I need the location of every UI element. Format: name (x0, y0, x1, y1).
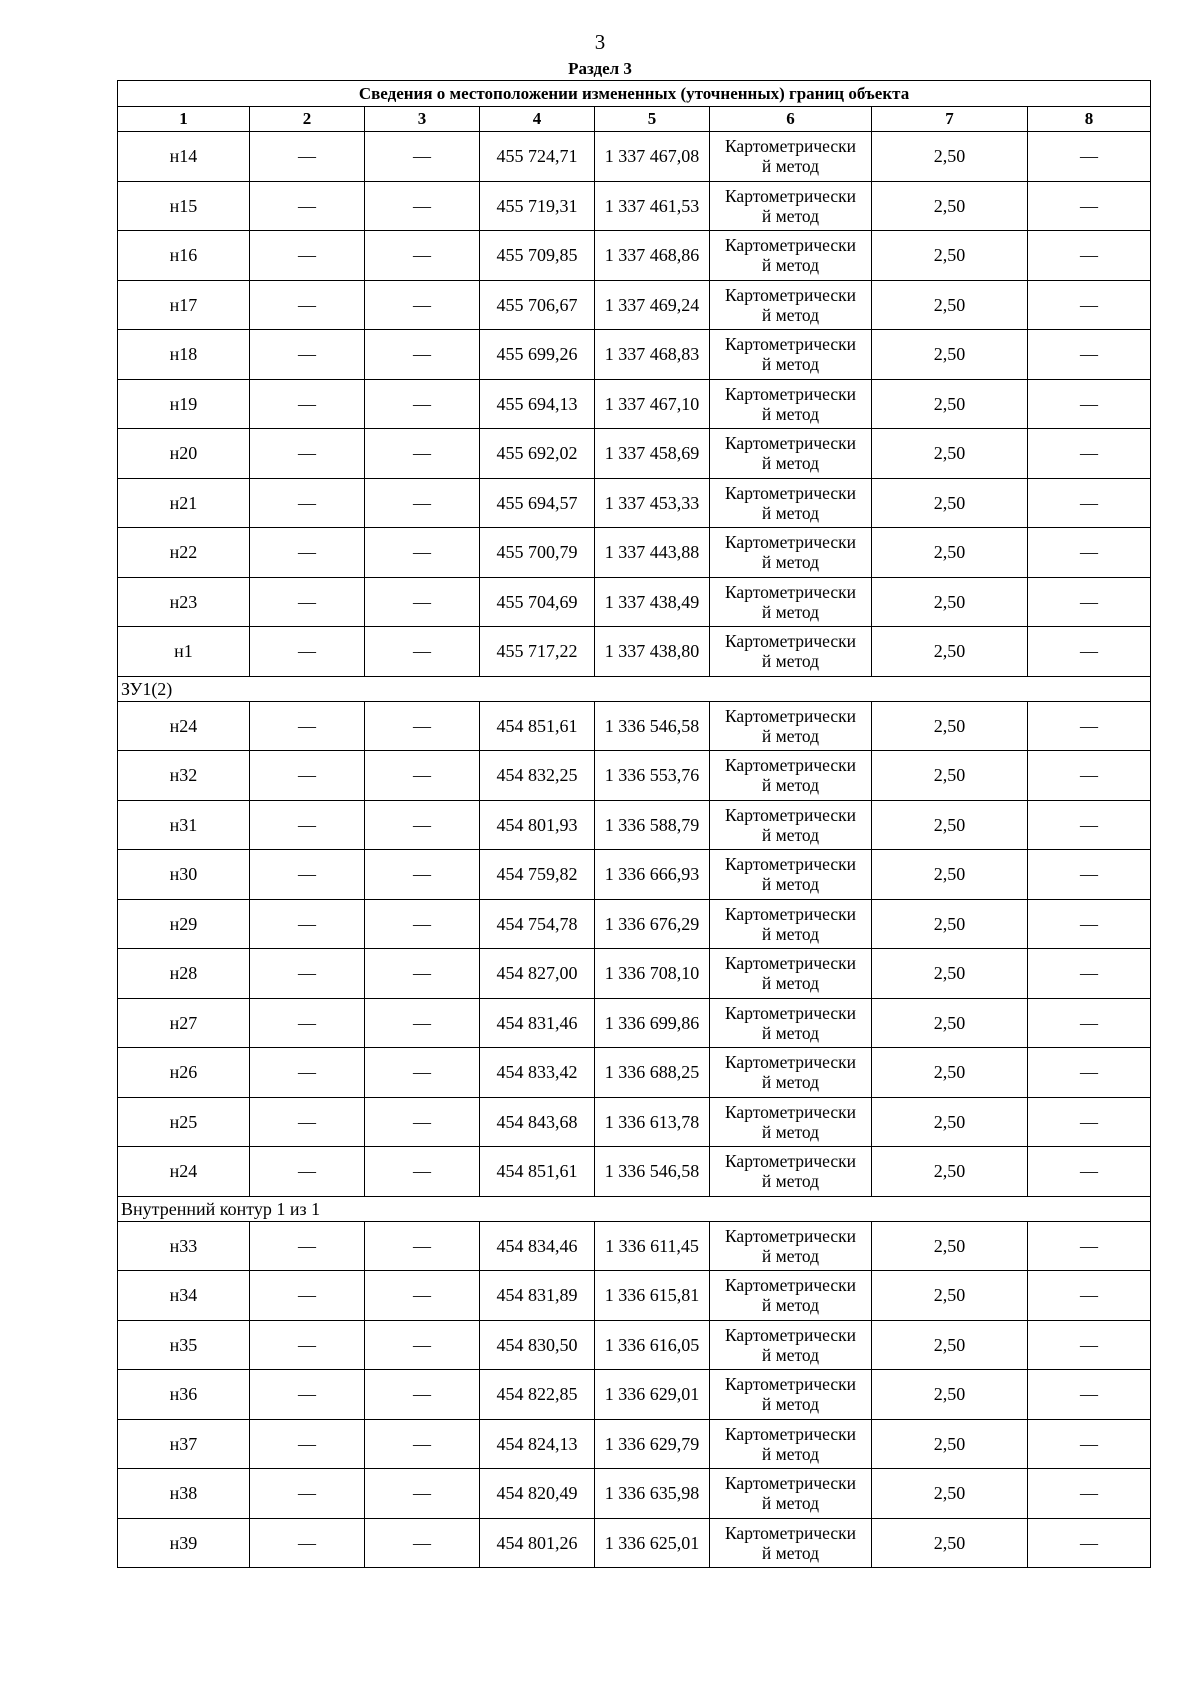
method-cell: Картометрически й метод (710, 132, 872, 182)
column-number: 3 (365, 107, 480, 132)
column-2-cell: — (250, 1419, 365, 1469)
point-number-cell: н38 (118, 1469, 250, 1519)
column-3-cell: — (365, 998, 480, 1048)
precision-cell: 2,50 (872, 181, 1028, 231)
column-3-cell: — (365, 1320, 480, 1370)
point-number-cell: н18 (118, 330, 250, 380)
point-number-cell: н30 (118, 850, 250, 900)
column-2-cell: — (250, 528, 365, 578)
contour-header-row (118, 1196, 1151, 1221)
x-coordinate-cell: 454 851,61 (480, 1147, 595, 1197)
column-number: 8 (1028, 107, 1151, 132)
precision-cell: 2,50 (872, 577, 1028, 627)
column-3-cell: — (365, 1419, 480, 1469)
x-coordinate-cell: 455 700,79 (480, 528, 595, 578)
point-number-cell: н24 (118, 701, 250, 751)
precision-cell: 2,50 (872, 1271, 1028, 1321)
contour-title: ЗУ1(2) (118, 676, 1151, 701)
y-coordinate-cell: 1 337 443,88 (595, 528, 710, 578)
column-2-cell: — (250, 800, 365, 850)
column-3-cell: — (365, 899, 480, 949)
y-coordinate-cell: 1 337 438,80 (595, 627, 710, 677)
y-coordinate-cell: 1 337 467,10 (595, 379, 710, 429)
precision-cell: 2,50 (872, 949, 1028, 999)
column-2-cell: — (250, 132, 365, 182)
y-coordinate-cell: 1 336 629,01 (595, 1370, 710, 1420)
column-3-cell: — (365, 627, 480, 677)
y-coordinate-cell: 1 337 458,69 (595, 429, 710, 479)
column-8-cell: — (1028, 800, 1151, 850)
column-2-cell: — (250, 1518, 365, 1568)
y-coordinate-cell: 1 336 611,45 (595, 1221, 710, 1271)
x-coordinate-cell: 454 827,00 (480, 949, 595, 999)
point-number-cell: н19 (118, 379, 250, 429)
y-coordinate-cell: 1 337 467,08 (595, 132, 710, 182)
method-cell: Картометрически й метод (710, 379, 872, 429)
point-number-cell: н25 (118, 1097, 250, 1147)
table-caption-row (118, 81, 1151, 107)
y-coordinate-cell: 1 336 615,81 (595, 1271, 710, 1321)
column-8-cell: — (1028, 1518, 1151, 1568)
point-number-cell: н36 (118, 1370, 250, 1420)
y-coordinate-cell: 1 336 613,78 (595, 1097, 710, 1147)
table-row (118, 330, 1151, 380)
point-number-cell: н16 (118, 231, 250, 281)
column-3-cell: — (365, 478, 480, 528)
column-8-cell: — (1028, 1469, 1151, 1519)
method-cell: Картометрически й метод (710, 850, 872, 900)
column-3-cell: — (365, 751, 480, 801)
column-8-cell: — (1028, 751, 1151, 801)
method-cell: Картометрически й метод (710, 1048, 872, 1098)
x-coordinate-cell: 454 834,46 (480, 1221, 595, 1271)
precision-cell: 2,50 (872, 1370, 1028, 1420)
table-row (118, 280, 1151, 330)
point-number-cell: н20 (118, 429, 250, 479)
precision-cell: 2,50 (872, 231, 1028, 281)
point-number-cell: н31 (118, 800, 250, 850)
method-cell: Картометрически й метод (710, 1518, 872, 1568)
table-row (118, 231, 1151, 281)
table-row (118, 998, 1151, 1048)
table-row (118, 1320, 1151, 1370)
column-8-cell: — (1028, 949, 1151, 999)
column-3-cell: — (365, 1221, 480, 1271)
precision-cell: 2,50 (872, 1147, 1028, 1197)
precision-cell: 2,50 (872, 1419, 1028, 1469)
point-number-cell: н17 (118, 280, 250, 330)
point-number-cell: н15 (118, 181, 250, 231)
page-number: 3 (594, 30, 606, 54)
column-3-cell: — (365, 800, 480, 850)
precision-cell: 2,50 (872, 528, 1028, 578)
column-2-cell: — (250, 1320, 365, 1370)
column-8-cell: — (1028, 701, 1151, 751)
column-2-cell: — (250, 577, 365, 627)
column-8-cell: — (1028, 280, 1151, 330)
column-number: 5 (595, 107, 710, 132)
column-number: 1 (118, 107, 250, 132)
column-2-cell: — (250, 181, 365, 231)
method-cell: Картометрически й метод (710, 528, 872, 578)
contour-title: Внутренний контур 1 из 1 (118, 1196, 1151, 1221)
precision-cell: 2,50 (872, 701, 1028, 751)
x-coordinate-cell: 455 709,85 (480, 231, 595, 281)
column-3-cell: — (365, 850, 480, 900)
column-3-cell: — (365, 701, 480, 751)
method-cell: Картометрически й метод (710, 429, 872, 479)
table-row (118, 528, 1151, 578)
y-coordinate-cell: 1 336 546,58 (595, 1147, 710, 1197)
column-8-cell: — (1028, 1271, 1151, 1321)
column-2-cell: — (250, 379, 365, 429)
y-coordinate-cell: 1 337 438,49 (595, 577, 710, 627)
precision-cell: 2,50 (872, 627, 1028, 677)
column-2-cell: — (250, 429, 365, 479)
column-8-cell: — (1028, 429, 1151, 479)
y-coordinate-cell: 1 336 708,10 (595, 949, 710, 999)
table-row (118, 429, 1151, 479)
x-coordinate-cell: 455 704,69 (480, 577, 595, 627)
column-3-cell: — (365, 1518, 480, 1568)
column-3-cell: — (365, 1370, 480, 1420)
x-coordinate-cell: 454 801,93 (480, 800, 595, 850)
point-number-cell: н37 (118, 1419, 250, 1469)
table-row (118, 478, 1151, 528)
y-coordinate-cell: 1 337 468,83 (595, 330, 710, 380)
point-number-cell: н24 (118, 1147, 250, 1197)
x-coordinate-cell: 454 820,49 (480, 1469, 595, 1519)
method-cell: Картометрически й метод (710, 751, 872, 801)
column-2-cell: — (250, 701, 365, 751)
precision-cell: 2,50 (872, 850, 1028, 900)
x-coordinate-cell: 454 831,46 (480, 998, 595, 1048)
point-number-cell: н26 (118, 1048, 250, 1098)
method-cell: Картометрически й метод (710, 800, 872, 850)
point-number-cell: н34 (118, 1271, 250, 1321)
table-caption: Сведения о местоположении измененных (уточненных) границ объекта (118, 81, 1151, 107)
point-number-cell: н27 (118, 998, 250, 1048)
point-number-cell: н23 (118, 577, 250, 627)
column-8-cell: — (1028, 1419, 1151, 1469)
table-row (118, 1147, 1151, 1197)
precision-cell: 2,50 (872, 1469, 1028, 1519)
y-coordinate-cell: 1 336 676,29 (595, 899, 710, 949)
y-coordinate-cell: 1 336 553,76 (595, 751, 710, 801)
table-row (118, 1221, 1151, 1271)
table-row (118, 800, 1151, 850)
column-3-cell: — (365, 379, 480, 429)
point-number-cell: н21 (118, 478, 250, 528)
column-3-cell: — (365, 577, 480, 627)
column-2-cell: — (250, 949, 365, 999)
method-cell: Картометрически й метод (710, 1320, 872, 1370)
table-row (118, 577, 1151, 627)
y-coordinate-cell: 1 337 453,33 (595, 478, 710, 528)
column-3-cell: — (365, 280, 480, 330)
point-number-cell: н14 (118, 132, 250, 182)
table-row (118, 949, 1151, 999)
x-coordinate-cell: 454 831,89 (480, 1271, 595, 1321)
column-8-cell: — (1028, 998, 1151, 1048)
column-3-cell: — (365, 1147, 480, 1197)
column-8-cell: — (1028, 1048, 1151, 1098)
column-2-cell: — (250, 1370, 365, 1420)
precision-cell: 2,50 (872, 1518, 1028, 1568)
method-cell: Картометрически й метод (710, 181, 872, 231)
point-number-cell: н1 (118, 627, 250, 677)
method-cell: Картометрически й метод (710, 701, 872, 751)
column-8-cell: — (1028, 330, 1151, 380)
column-2-cell: — (250, 1097, 365, 1147)
contour-header-row (118, 676, 1151, 701)
column-8-cell: — (1028, 528, 1151, 578)
column-3-cell: — (365, 1271, 480, 1321)
table-row (118, 181, 1151, 231)
coordinates-table (117, 80, 1151, 1568)
y-coordinate-cell: 1 336 699,86 (595, 998, 710, 1048)
precision-cell: 2,50 (872, 280, 1028, 330)
y-coordinate-cell: 1 336 546,58 (595, 701, 710, 751)
y-coordinate-cell: 1 336 629,79 (595, 1419, 710, 1469)
x-coordinate-cell: 454 801,26 (480, 1518, 595, 1568)
column-3-cell: — (365, 1097, 480, 1147)
x-coordinate-cell: 454 833,42 (480, 1048, 595, 1098)
method-cell: Картометрически й метод (710, 1271, 872, 1321)
table-row (118, 627, 1151, 677)
column-3-cell: — (365, 1048, 480, 1098)
y-coordinate-cell: 1 337 461,53 (595, 181, 710, 231)
column-8-cell: — (1028, 1221, 1151, 1271)
column-8-cell: — (1028, 478, 1151, 528)
y-coordinate-cell: 1 337 468,86 (595, 231, 710, 281)
column-number: 7 (872, 107, 1028, 132)
table-row (118, 1271, 1151, 1321)
table-row (118, 1370, 1151, 1420)
method-cell: Картометрически й метод (710, 1221, 872, 1271)
method-cell: Картометрически й метод (710, 1370, 872, 1420)
method-cell: Картометрически й метод (710, 478, 872, 528)
column-8-cell: — (1028, 850, 1151, 900)
column-8-cell: — (1028, 181, 1151, 231)
point-number-cell: н33 (118, 1221, 250, 1271)
table-row (118, 132, 1151, 182)
method-cell: Картометрически й метод (710, 1147, 872, 1197)
column-8-cell: — (1028, 899, 1151, 949)
column-number: 6 (710, 107, 872, 132)
column-2-cell: — (250, 899, 365, 949)
column-3-cell: — (365, 429, 480, 479)
x-coordinate-cell: 454 759,82 (480, 850, 595, 900)
x-coordinate-cell: 454 754,78 (480, 899, 595, 949)
column-2-cell: — (250, 280, 365, 330)
column-2-cell: — (250, 1147, 365, 1197)
method-cell: Картометрически й метод (710, 577, 872, 627)
table-row (118, 1469, 1151, 1519)
point-number-cell: н35 (118, 1320, 250, 1370)
x-coordinate-cell: 454 851,61 (480, 701, 595, 751)
x-coordinate-cell: 454 824,13 (480, 1419, 595, 1469)
table-row (118, 751, 1151, 801)
column-8-cell: — (1028, 627, 1151, 677)
column-3-cell: — (365, 949, 480, 999)
column-2-cell: — (250, 330, 365, 380)
x-coordinate-cell: 455 706,67 (480, 280, 595, 330)
x-coordinate-cell: 455 692,02 (480, 429, 595, 479)
column-8-cell: — (1028, 1147, 1151, 1197)
y-coordinate-cell: 1 336 616,05 (595, 1320, 710, 1370)
column-8-cell: — (1028, 231, 1151, 281)
precision-cell: 2,50 (872, 998, 1028, 1048)
column-2-cell: — (250, 850, 365, 900)
point-number-cell: н22 (118, 528, 250, 578)
column-number: 2 (250, 107, 365, 132)
column-2-cell: — (250, 1271, 365, 1321)
table-row (118, 899, 1151, 949)
method-cell: Картометрически й метод (710, 1097, 872, 1147)
precision-cell: 2,50 (872, 379, 1028, 429)
x-coordinate-cell: 455 694,13 (480, 379, 595, 429)
precision-cell: 2,50 (872, 132, 1028, 182)
y-coordinate-cell: 1 336 635,98 (595, 1469, 710, 1519)
y-coordinate-cell: 1 337 469,24 (595, 280, 710, 330)
column-number: 4 (480, 107, 595, 132)
method-cell: Картометрически й метод (710, 231, 872, 281)
column-2-cell: — (250, 1221, 365, 1271)
table-row (118, 1048, 1151, 1098)
column-2-cell: — (250, 1469, 365, 1519)
precision-cell: 2,50 (872, 478, 1028, 528)
column-3-cell: — (365, 1469, 480, 1519)
point-number-cell: н39 (118, 1518, 250, 1568)
x-coordinate-cell: 455 717,22 (480, 627, 595, 677)
point-number-cell: н32 (118, 751, 250, 801)
precision-cell: 2,50 (872, 1097, 1028, 1147)
column-8-cell: — (1028, 132, 1151, 182)
method-cell: Картометрически й метод (710, 1469, 872, 1519)
method-cell: Картометрически й метод (710, 899, 872, 949)
precision-cell: 2,50 (872, 1320, 1028, 1370)
point-number-cell: н28 (118, 949, 250, 999)
precision-cell: 2,50 (872, 1221, 1028, 1271)
precision-cell: 2,50 (872, 751, 1028, 801)
y-coordinate-cell: 1 336 666,93 (595, 850, 710, 900)
table-row (118, 1097, 1151, 1147)
method-cell: Картометрически й метод (710, 330, 872, 380)
table-row (118, 379, 1151, 429)
column-8-cell: — (1028, 379, 1151, 429)
precision-cell: 2,50 (872, 899, 1028, 949)
section-title: Раздел 3 (568, 59, 632, 78)
column-8-cell: — (1028, 1320, 1151, 1370)
precision-cell: 2,50 (872, 429, 1028, 479)
column-8-cell: — (1028, 577, 1151, 627)
table-row (118, 701, 1151, 751)
column-2-cell: — (250, 751, 365, 801)
x-coordinate-cell: 454 830,50 (480, 1320, 595, 1370)
column-2-cell: — (250, 231, 365, 281)
column-2-cell: — (250, 1048, 365, 1098)
x-coordinate-cell: 455 719,31 (480, 181, 595, 231)
table-row (118, 850, 1151, 900)
column-2-cell: — (250, 478, 365, 528)
x-coordinate-cell: 455 699,26 (480, 330, 595, 380)
column-number-row (118, 107, 1151, 132)
method-cell: Картометрически й метод (710, 280, 872, 330)
column-2-cell: — (250, 998, 365, 1048)
x-coordinate-cell: 454 822,85 (480, 1370, 595, 1420)
column-3-cell: — (365, 231, 480, 281)
method-cell: Картометрически й метод (710, 998, 872, 1048)
x-coordinate-cell: 455 724,71 (480, 132, 595, 182)
method-cell: Картометрически й метод (710, 1419, 872, 1469)
y-coordinate-cell: 1 336 625,01 (595, 1518, 710, 1568)
column-8-cell: — (1028, 1370, 1151, 1420)
column-2-cell: — (250, 627, 365, 677)
precision-cell: 2,50 (872, 1048, 1028, 1098)
y-coordinate-cell: 1 336 688,25 (595, 1048, 710, 1098)
column-3-cell: — (365, 181, 480, 231)
x-coordinate-cell: 455 694,57 (480, 478, 595, 528)
y-coordinate-cell: 1 336 588,79 (595, 800, 710, 850)
column-3-cell: — (365, 528, 480, 578)
column-3-cell: — (365, 330, 480, 380)
x-coordinate-cell: 454 843,68 (480, 1097, 595, 1147)
table-row (118, 1518, 1151, 1568)
column-3-cell: — (365, 132, 480, 182)
method-cell: Картометрически й метод (710, 949, 872, 999)
precision-cell: 2,50 (872, 330, 1028, 380)
precision-cell: 2,50 (872, 800, 1028, 850)
x-coordinate-cell: 454 832,25 (480, 751, 595, 801)
column-8-cell: — (1028, 1097, 1151, 1147)
method-cell: Картометрически й метод (710, 627, 872, 677)
point-number-cell: н29 (118, 899, 250, 949)
table-row (118, 1419, 1151, 1469)
